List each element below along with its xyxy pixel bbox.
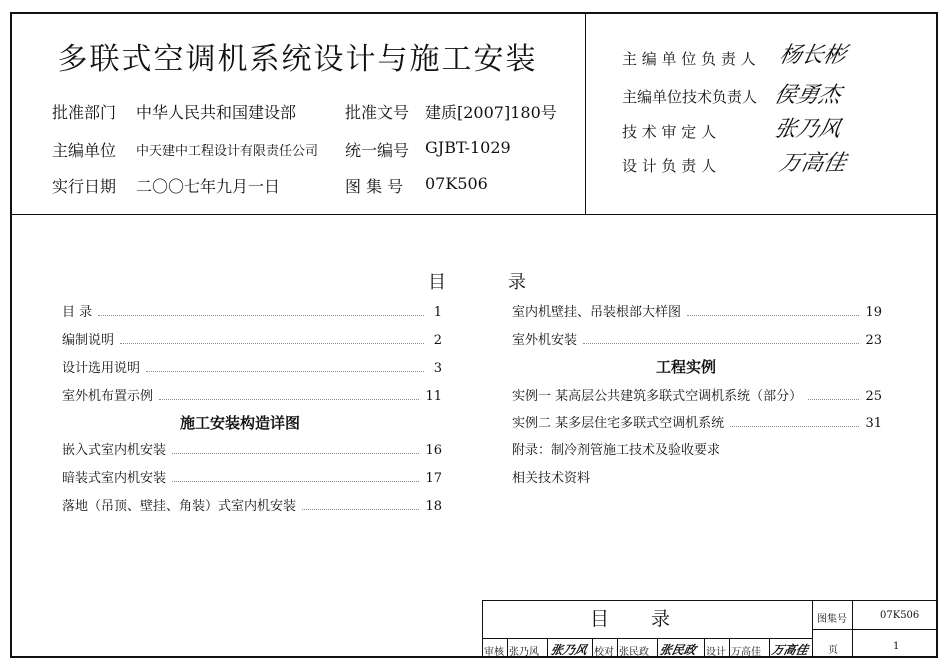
toc-item-title: 编制说明 [62,333,115,348]
check-signature: 张民政 [658,643,698,657]
toc-item-title: 室外机安装 [512,333,578,348]
toc-item-page: 2 [433,333,442,348]
impl-date: 二〇〇七年九月一日 [136,177,281,196]
header-vertical-divider [585,12,586,215]
responsible-role: 主编单位技术负责人 [622,88,758,106]
title-block-col-divider [592,638,593,658]
design-name: 万高佳 [731,647,761,658]
approve-doc: 建质[2007]180号 [425,103,557,122]
page-value: 1 [893,641,900,652]
toc-leader-dots [302,508,419,510]
toc-item-title: 设计选用说明 [62,361,141,376]
toc-item[interactable] [62,438,442,458]
atlas-no: 07K506 [425,174,488,193]
responsible-role: 技 术 审 定 人 [622,123,717,141]
header-divider [10,214,938,215]
toc-item-title: 目 录 [62,305,93,320]
responsible-signature: 侯勇杰 [771,83,844,108]
toc-item[interactable] [62,494,442,514]
title-block-col-divider [852,600,853,658]
toc-item-page: 3 [433,361,442,376]
toc-item-title: 室内机壁挂、吊装根部大样图 [512,305,682,320]
toc-leader-dots [172,452,419,454]
toc-item[interactable] [62,466,442,486]
approve-dept: 中华人民共和国建设部 [136,103,297,122]
toc-heading-right: 录 [508,272,526,293]
toc-item[interactable] [512,300,882,320]
toc-leader-dots [583,342,859,344]
title-block-title: 目 录 [590,608,689,630]
toc-leader-dots [98,314,424,316]
responsible-signature: 杨长彬 [776,43,849,68]
toc-leader-dots [120,342,424,344]
review-name: 张乃风 [509,647,539,658]
toc-item-title: 实例一 某高层公共建筑多联式空调机系统（部分） [512,389,803,404]
toc-item-title: 嵌入式室内机安装 [62,443,167,458]
approve-dept-label: 批准部门 [52,103,117,122]
section-heading-examples: 工程实例 [656,358,717,376]
atlas-title: 多联式空调机系统设计与施工安装 [57,42,538,77]
toc-leader-dots [146,370,424,372]
toc-item[interactable] [62,328,442,348]
title-block-col-divider [704,638,705,658]
responsible-role: 设 计 负 责 人 [622,157,717,175]
toc-item-page: 19 [865,305,882,320]
atlas-no-value: 07K506 [880,610,920,621]
toc-item[interactable] [512,466,882,486]
responsible-signature: 张乃风 [771,117,844,142]
review-signature: 张乃风 [549,643,589,657]
unified-no-label: 统一编号 [345,141,410,160]
title-block-col-divider [812,600,813,658]
title-block-col-divider [507,638,508,658]
toc-heading-left: 目 [428,272,446,293]
toc-item[interactable] [62,300,442,320]
impl-date-label: 实行日期 [52,177,117,196]
atlas-no-label: 图集号 [817,614,847,625]
toc-item-page: 23 [865,333,882,348]
check-label: 校对 [594,647,614,658]
title-block-row-divider [812,629,938,630]
title-block-col-divider [547,638,548,658]
toc-item[interactable] [512,384,882,404]
toc-item[interactable] [62,384,442,404]
responsible-role: 主 编 单 位 负 责 人 [622,50,756,68]
atlas-no-label: 图 集 号 [345,177,404,196]
toc-item-page: 1 [433,305,442,320]
toc-leader-dots [808,398,859,400]
approve-doc-label: 批准文号 [345,103,410,122]
toc-item-title: 落地（吊顶、壁挂、角装）式室内机安装 [62,499,297,514]
unified-no: GJBT-1029 [425,138,511,157]
toc-item-page: 11 [425,389,442,404]
title-block-row-divider [482,638,812,639]
editor-unit: 中天建中工程设计有限责任公司 [136,144,319,159]
toc-leader-dots [159,398,419,400]
review-label: 审核 [484,647,504,658]
toc-item-page: 16 [425,443,442,458]
toc-item[interactable] [62,356,442,376]
toc-item[interactable] [512,438,882,458]
toc-item-page: 31 [865,416,882,431]
check-name: 张民政 [619,647,649,658]
toc-item-title: 相关技术资料 [512,471,591,486]
section-heading-construction: 施工安装构造详图 [180,414,301,432]
design-label: 设计 [706,647,726,658]
toc-leader-dots [172,480,419,482]
title-block-col-divider [617,638,618,658]
toc-item-title: 暗装式室内机安装 [62,471,167,486]
toc-item-page: 25 [865,389,882,404]
toc-item-title: 实例二 某多层住宅多联式空调机系统 [512,416,725,431]
toc-leader-dots [687,314,859,316]
toc-item-page: 17 [425,471,442,486]
editor-unit-label: 主编单位 [52,141,117,160]
toc-item-title: 附录：制冷剂管施工技术及验收要求 [512,443,721,458]
toc-item[interactable] [512,328,882,348]
toc-item[interactable] [512,411,882,431]
title-block-col-divider [729,638,730,658]
design-signature: 万高佳 [770,643,810,657]
responsible-signature: 万高佳 [776,151,849,176]
page-label: 页 [828,645,838,656]
toc-item-page: 18 [425,499,442,514]
toc-item-title: 室外机布置示例 [62,389,154,404]
toc-leader-dots [730,425,859,427]
